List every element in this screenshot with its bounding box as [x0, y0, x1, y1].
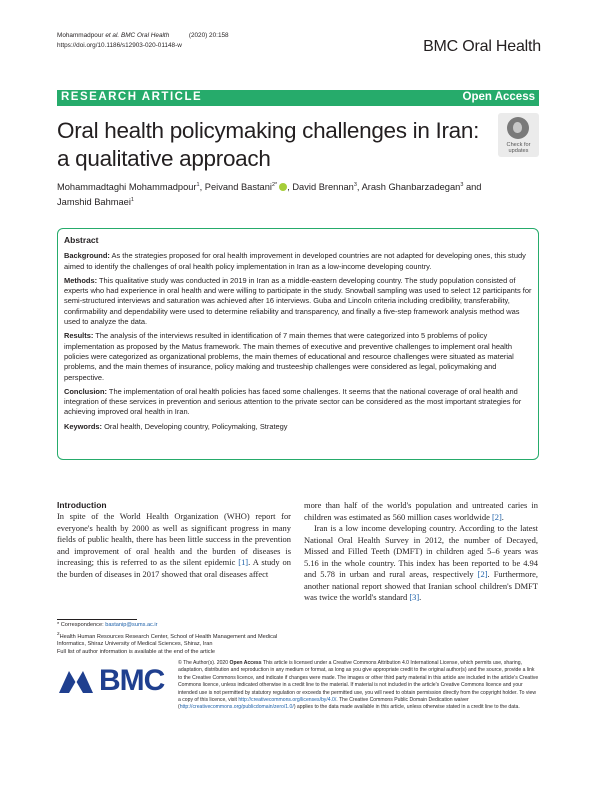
check-for-updates-line1: Check for — [506, 142, 531, 148]
footnotes — [57, 622, 297, 656]
license-text: . The Creative Commons Public Domain Dedication waiver ( — [178, 697, 469, 711]
abstract-box — [57, 228, 539, 460]
author-name[interactable]: Mohammadtaghi Mohammadpour — [57, 182, 197, 192]
license-text: This article is licensed under a Creative Commons Attribution 4.0 International License, which permits use, sharing, adaptation, distribution and reproduction in any medium or format, as long as you give appropriate credit to the original author(s) and the source, provide a link to the Creative Commons licence, and indicate if changes were made. The images or other third party material in this article are included in the article's Creative Commons licence, unless indicated otherwise in a credit line to the material. If material is not included in the article's Creative Commons licence and your intended use is not permitted by statutory regulation or exceeds the permitted use, you will need to obtain permission directly from the copyright holder. To view a copy of this licence, visit — [178, 660, 539, 704]
footnote-divider — [57, 619, 137, 620]
author-separator: and — [463, 182, 482, 192]
introduction-heading: Introduction — [57, 500, 107, 510]
keywords-label: Keywords: — [64, 421, 103, 431]
article-type-banner — [57, 90, 539, 106]
citation-journal: BMC Oral Health — [120, 32, 170, 39]
background-label: Background: — [64, 251, 110, 261]
author-affiliation-sup: 2* — [271, 182, 278, 188]
author-affiliation-sup: 3 — [353, 182, 357, 188]
body-column-left — [57, 500, 291, 580]
license-statement — [178, 660, 540, 712]
abstract-background — [64, 251, 532, 272]
author-list — [57, 180, 539, 210]
body-column-right — [304, 500, 538, 604]
results-text: The analysis of the interviews resulted in identification of 7 main themes that were categorized into 5 problems of policy implementation as proposed by the Matus framework. The main themes of executive and preventive challenges to implement oral health policies were categorized as organizational problems, the main themes of educational and resource challenges were situated as material problems, and the main themes of insurance, policy making and trusteeship challenges were considered as legal, policymaking and perspective. — [64, 331, 514, 382]
introduction-paragraph — [57, 511, 291, 580]
paragraph-text: . A study on the burden of diseases in 2017 showed that oral diseases affect — [57, 557, 291, 579]
affiliation-sup: 2 — [57, 630, 60, 636]
abstract-conclusion — [64, 387, 532, 418]
author-name[interactable]: Peivand Bastani — [204, 182, 272, 192]
background-text: As the strategies proposed for oral health improvement in developed countries are not adapted for developing ones, this study aimed to identify the challenges of oral health policy implementation in Iran as a low-income developing country. — [64, 251, 526, 271]
citation-year-volume: (2020) 20:158 — [188, 32, 229, 39]
author-name[interactable]: Arash Ghanbarzadegan — [361, 182, 461, 192]
citation-authors: Mohammadpour — [57, 32, 104, 39]
license-lead: © The Author(s). 2020 — [178, 660, 230, 666]
bmc-logo — [57, 664, 167, 698]
paragraph-text: more than half of the world's population and untreated caries in children was estimated as 560 million cases worldwide — [304, 500, 538, 522]
title-line-1: Oral health policymaking challenges in Iran: — [57, 118, 480, 143]
citation-line — [57, 31, 229, 41]
author-separator: , — [287, 182, 293, 192]
license-open-access: Open Access — [229, 660, 262, 666]
bmc-logo-mark-icon — [57, 667, 95, 695]
affiliation-line — [57, 630, 297, 649]
methods-text: This qualitative study was conducted in 2019 in Iran as a middle-eastern developing country. The study population consisted of experts who had experience in oral health and were willing to participate in the study. Snowball sampling was used to select 12 participants for semi-structured interviews and saturation was achieved after 16 interviews. Guba and Lincoln criteria including credibility, transferability, confirmability and dependability were used to determine reliability and transparency, and finally a five-step framework analysis method was used to analyze the data. — [64, 275, 532, 327]
conclusion-text: The implementation of oral health policies has faced some challenges. It seems that the national coverage of oral health and integration of these services in prevention and serious attention to the private sector can be considered as the most important strategies for achieving improved oral health in Iran. — [64, 386, 522, 417]
check-for-updates-icon — [507, 117, 529, 139]
abstract-keywords — [64, 422, 532, 432]
author-affiliation-sup: 1 — [196, 182, 200, 188]
abstract-methods — [64, 276, 532, 327]
title-line-2: a qualitative approach — [57, 146, 271, 171]
body-paragraph — [304, 500, 538, 523]
check-for-updates-button[interactable] — [498, 113, 539, 157]
author-separator: , — [356, 182, 362, 192]
author-name[interactable]: Jamshid Bahmaei — [57, 197, 131, 207]
reference-link[interactable]: [2] — [491, 511, 502, 522]
conclusion-label: Conclusion: — [64, 386, 107, 396]
citation-etal: et al. — [105, 32, 120, 39]
doi-link[interactable]: https://doi.org/10.1186/s12903-020-01148-w — [57, 42, 182, 49]
affiliation-text: Health Human Resources Research Center, School of Health Management and Medical Informatics, Shiraz University of Medical Sciences, Shiraz, Iran — [57, 633, 278, 648]
paragraph-text: In spite of the World Health Organization (WHO) report for everyone's health by 2000 as well as significant progress in many fields of public health, there has been little success in the prevention and improvement of oral health and the burden of diseases is increasing; this is referred to as the silent epidemic — [57, 511, 291, 567]
journal-name: BMC Oral Health — [423, 38, 541, 55]
body-paragraph — [304, 523, 538, 604]
running-header — [57, 31, 229, 51]
paragraph-text: Iran is a low income developing country. According to the latest National Oral Health Survey in 2012, the number of Decayed, Missed and Filled Teeth (DMFT) in children aged 5–6 years was 5.16 in the whole country. This index has been reported to be 4.94 and 5.78 in urban and rural areas, respectively — [304, 523, 538, 579]
article-title — [57, 117, 487, 173]
paragraph-text: . — [419, 592, 422, 602]
author-affiliation-sup: 1 — [130, 197, 134, 203]
paragraph-text: . Furthermore, another national report showed that Iranian school children's DMFT was twice the world's standard — [304, 569, 538, 602]
check-for-updates-line2: updates — [508, 148, 529, 154]
bmc-logo-text: BMC — [99, 664, 165, 697]
methods-label: Methods: — [64, 275, 98, 285]
reference-link[interactable]: [2] — [477, 569, 488, 579]
full-author-info-note: Full list of author information is available at the end of the article — [57, 648, 215, 655]
license-link[interactable]: http://creativecommons.org/licenses/by/4.0/ — [238, 697, 337, 704]
keywords-text: Oral health, Developing country, Policymaking, Strategy — [104, 421, 288, 431]
author-affiliation-sup: 3 — [460, 182, 464, 188]
open-access-label: Open Access — [462, 91, 535, 103]
correspondence-line — [57, 622, 297, 630]
license-text: ) applies to the data made available in this article, unless otherwise stated in a credit line to the data. — [293, 704, 520, 711]
orcid-icon[interactable] — [279, 183, 287, 191]
abstract-results — [64, 331, 532, 382]
author-name[interactable]: David Brennan — [292, 182, 354, 192]
author-separator: , — [199, 182, 205, 192]
abstract-heading: Abstract — [64, 235, 99, 245]
paragraph-text: . — [501, 511, 504, 522]
public-domain-link[interactable]: http://creativecommons.org/publicdomain/zero/1.0/ — [179, 704, 294, 711]
correspondence-email[interactable]: bastanip@sums.ac.ir — [105, 622, 158, 628]
reference-link[interactable]: [3] — [409, 592, 420, 602]
reference-link[interactable]: [1] — [238, 557, 249, 567]
results-label: Results: — [64, 331, 94, 341]
correspondence-label: * Correspondence: — [57, 622, 106, 628]
article-type-label: RESEARCH ARTICLE — [61, 91, 203, 103]
